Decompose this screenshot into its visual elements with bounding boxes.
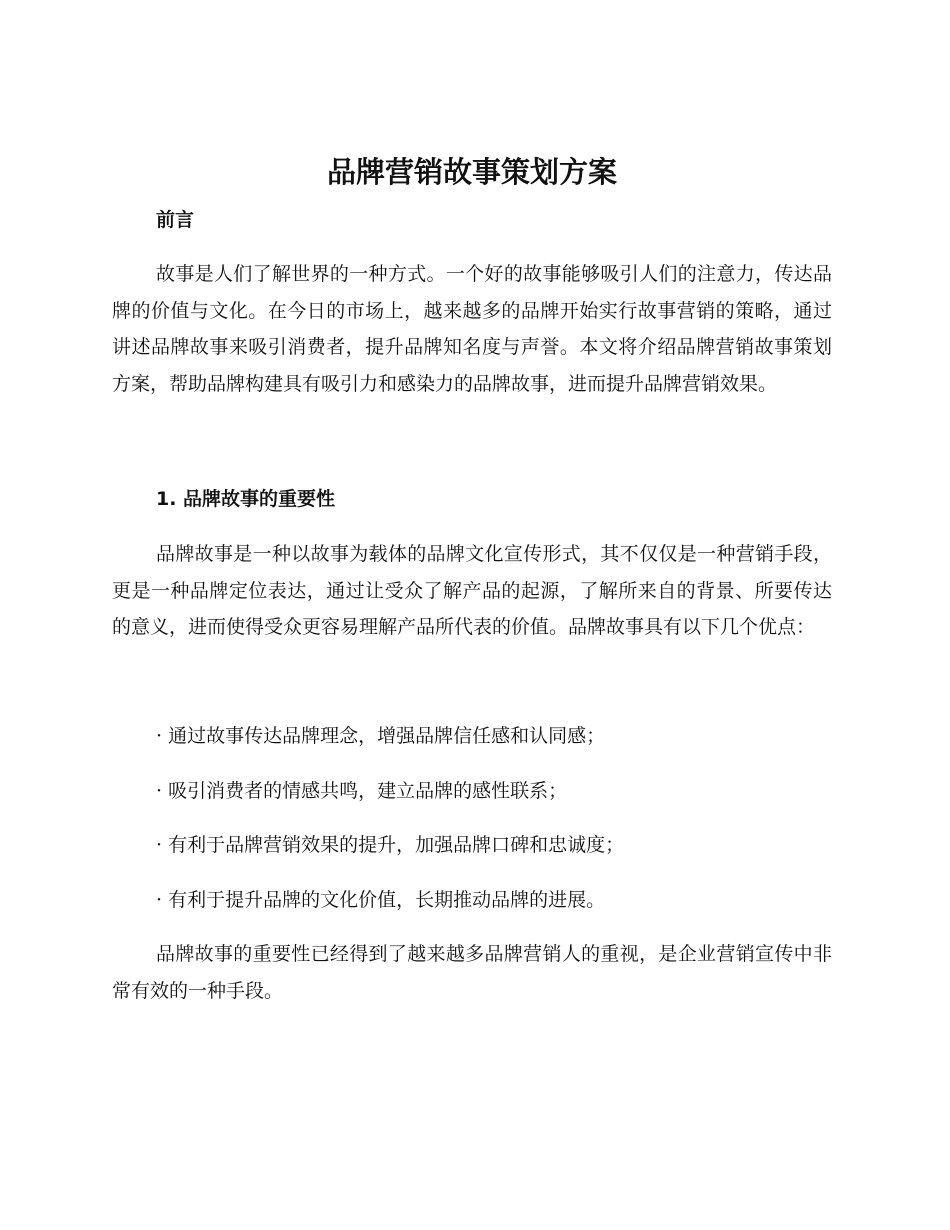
- list-item: · 有利于品牌营销效果的提升，加强品牌口碑和忠诚度；: [156, 834, 625, 856]
- section-heading-preface: 前言: [156, 209, 195, 231]
- document-title: 品牌营销故事策划方案: [326, 155, 617, 189]
- list-item: · 有利于提升品牌的文化价值，长期推动品牌的进展。: [156, 888, 606, 911]
- preface-paragraph: 故事是人们了解世界的一种方式。一个好的故事能够吸引人们的注意力，传达品牌的价值与文化。在今日的市场上，越来越多的品牌开始实行故事营销的策略，通过讲述品牌故事来吸引消费者，提升品牌知名度与声誉。本文将介绍品牌营销故事策划方案，帮助品牌构建具有吸引力和感染力的品牌故事，进而提升品牌营销效果。: [112, 263, 832, 395]
- importance-paragraph: 品牌故事是一种以故事为载体的品牌文化宣传形式，其不仅仅是一种营销手段，更是一种品牌定位表达，通过让受众了解产品的起源，了解所来自的背景、所要传达的意义，进而使得受众更容易理解产品所代表的价值。品牌故事具有以下几个优点：: [112, 543, 832, 638]
- advantages-list: [156, 718, 832, 936]
- closing-paragraph: 品牌故事的重要性已经得到了越来越多品牌营销人的重视，是企业营销宣传中非常有效的一种手段。: [112, 943, 832, 1002]
- list-item: · 通过故事传达品牌理念，增强品牌信任感和认同感；: [156, 725, 606, 747]
- list-item: · 吸引消费者的情感共鸣，建立品牌的感性联系；: [156, 779, 568, 802]
- section-heading-importance: 1. 品牌故事的重要性: [156, 488, 336, 510]
